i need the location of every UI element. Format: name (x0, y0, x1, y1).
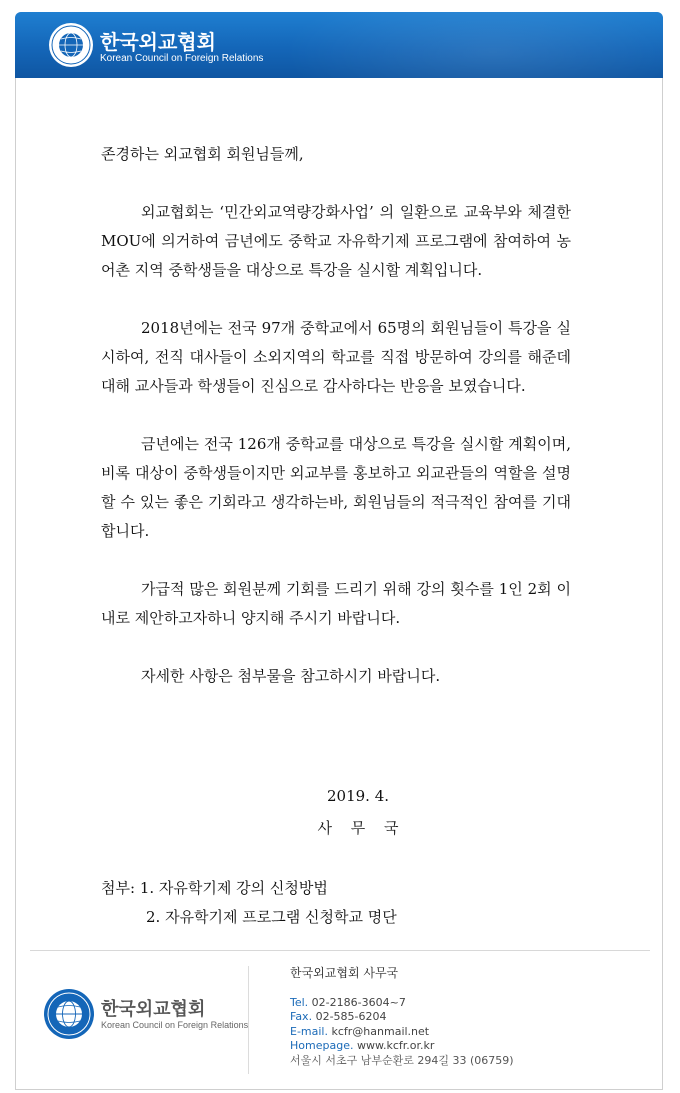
footer-org-name-en: Korean Council on Foreign Relations (101, 1020, 249, 1030)
letter-greeting: 존경하는 외교협회 회원님들께, (101, 145, 304, 163)
attachment-item-1[interactable]: 1. 자유학기제 강의 신청방법 (139, 879, 328, 897)
globe-emblem-icon (48, 22, 94, 68)
attachment-label: 첨부: (101, 879, 136, 897)
fax-label: Fax. (290, 1010, 313, 1023)
header-org-name-ko: 한국외교협회 (100, 30, 216, 54)
footer-homepage-row (290, 1039, 514, 1054)
letter-paragraph-4: 가급적 많은 회원분께 기회를 드리기 위해 강의 횟수를 1인 2회 이내로 제안하고자하니 양지해 주시기 바랍니다. (101, 580, 571, 627)
footer-vertical-divider (248, 966, 249, 1074)
tel-label: Tel. (290, 995, 309, 1009)
header-org-name-en: Korean Council on Foreign Relations (100, 53, 264, 64)
footer-fax-row (290, 1010, 514, 1025)
tel-value: 02-2186-3604~7 (311, 995, 406, 1009)
footer-contact (290, 966, 514, 1068)
letter-paragraph-2: 2018년에는 전국 97개 중학교에서 65명의 회원님들이 특강을 실시하여, 전직 대사들이 소외지역의 학교를 직접 방문하여 강의를 해준데 대해 교사들과 학생들이 진심으로 감사하다는 반응을 보였습니다. (101, 319, 571, 395)
footer-email-row (290, 1025, 514, 1040)
footer-org-name-ko: 한국외교협회 (101, 999, 206, 1020)
footer-divider (30, 950, 650, 951)
fax-value: 02-585-6204 (315, 1010, 387, 1023)
footer-address: 서울시 서초구 남부순환로 294길 33 (06759) (290, 1053, 514, 1067)
header-decoration (283, 12, 663, 78)
footer-tel-row (290, 996, 514, 1011)
attachment-row-1 (101, 874, 397, 903)
attachment-item-2[interactable]: 2. 자유학기제 프로그램 신청학교 명단 (146, 908, 397, 926)
footer-office-title: 한국외교협회 사무국 (290, 966, 399, 980)
letter-date: 2019. 4. (326, 787, 390, 805)
letter-paragraph-5: 자세한 사항은 첨부물을 참고하시기 바랍니다. (141, 667, 441, 685)
letter-sender: 사 무 국 (317, 819, 399, 837)
homepage-link[interactable]: www.kcfr.or.kr (356, 1039, 435, 1052)
attachment-list (101, 874, 397, 932)
header-banner (15, 12, 663, 78)
footer-globe-emblem-icon (43, 988, 95, 1040)
attachment-row-2 (101, 903, 397, 932)
email-link[interactable]: kcfr@hanmail.net (331, 1024, 430, 1038)
letter-paragraph-1: 외교협회는 ‘민간외교역량강화사업’ 의 일환으로 교육부와 체결한 MOU에 의거하여 금년에도 중학교 자유학기제 프로그램에 참여하여 농어촌 지역 중학생들을 대상으로 특강을 실시할 계획입니다. (101, 203, 571, 279)
homepage-label: Homepage. (290, 1039, 354, 1052)
letter-body (101, 140, 571, 691)
email-label: E-mail. (290, 1024, 328, 1038)
letter-paragraph-3: 금년에는 전국 126개 중학교를 대상으로 특강을 실시할 계획이며, 비록 대상이 중학생들이지만 외교부를 홍보하고 외교관들의 역할을 설명할 수 있는 좋은 기회라고 생각하는바, 회원님들의 적극적인 참여를 기대합니다. (101, 435, 571, 540)
